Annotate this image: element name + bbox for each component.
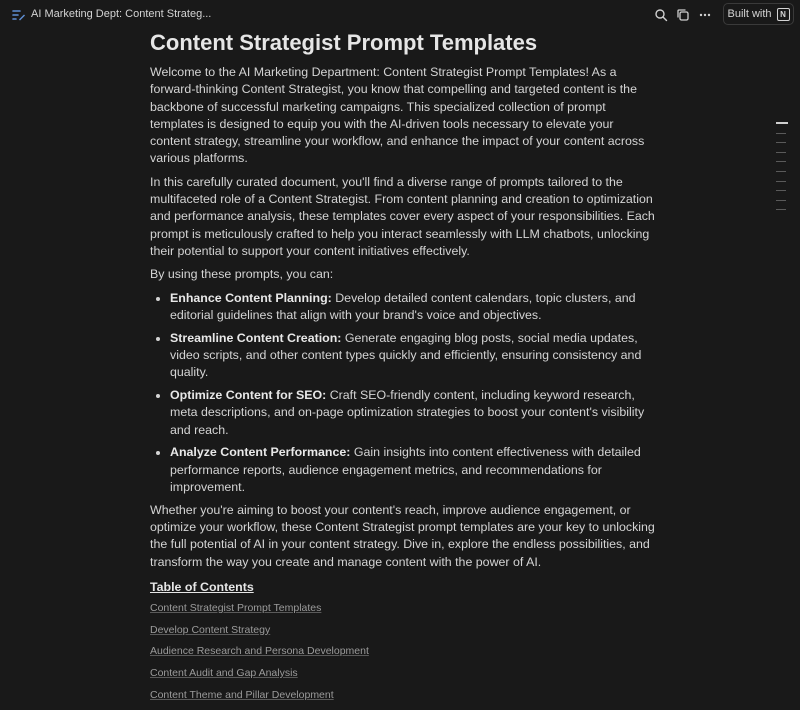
outline-mark[interactable] — [776, 209, 786, 210]
outline-mark[interactable] — [776, 190, 786, 191]
duplicate-icon[interactable] — [676, 8, 690, 22]
list-item — [170, 387, 655, 439]
outline-mark[interactable] — [776, 133, 786, 134]
page-outline-minimap[interactable] — [776, 122, 788, 219]
page-title: Content Strategist Prompt Templates — [150, 30, 538, 55]
search-icon[interactable] — [654, 8, 668, 22]
toc-link[interactable]: Content Audit and Gap Analysis — [150, 667, 298, 680]
built-with-notion-button[interactable] — [723, 3, 794, 25]
list-item — [170, 444, 655, 496]
table-of-contents — [150, 602, 655, 702]
outline-mark[interactable] — [776, 200, 786, 201]
outline-mark[interactable] — [776, 181, 786, 182]
list-item-bold: Streamline Content Creation: — [170, 330, 342, 345]
toc-link[interactable]: Audience Research and Persona Development — [150, 645, 369, 658]
list-item-bold: Analyze Content Performance: — [170, 445, 351, 460]
list-item-text: Generate engaging blog posts, social media updates, video scripts, and other content types quickly and efficiently, ensuring consistency and quality. — [170, 330, 642, 380]
list-item-bold: Enhance Content Planning: — [170, 290, 332, 305]
outline-mark[interactable] — [776, 161, 786, 162]
built-with-label: Built with — [727, 8, 772, 20]
intro-paragraph-2: In this carefully curated document, you'll find a diverse range of prompts tailored to the multifaceted role of a Content Strategist. From content planning and creation to optimization and performance analysis, these templates cover every aspect of your responsibilities. Each prompt is meticulously crafted to help you interact seamlessly with LLM chatbots, unlocking their potential to support your content initiatives effectively. — [150, 174, 655, 258]
outline-mark[interactable] — [776, 122, 788, 124]
list-item-text: Craft SEO-friendly content, including keyword research, meta descriptions, and on-page optimization strategies to boost your content's visibility and reach. — [170, 388, 645, 437]
top-bar — [0, 0, 800, 30]
benefits-list — [150, 290, 655, 497]
closing-paragraph: Whether you're aiming to boost your content's reach, improve audience engagement, or optimize your workflow, these Content Strategist prompt templates are your key to unlocking the full potential of AI in your content strategy. Dive in, explore the endless possibilities, and transform the way you create and manage content with the power of AI. — [150, 502, 655, 569]
list-item-text: Develop detailed content calendars, topic clusters, and editorial guidelines that align with your brand's voice and objectives. — [170, 290, 636, 322]
toc-heading: Table of Contents — [150, 580, 254, 595]
toc-link[interactable]: Content Strategist Prompt Templates — [150, 602, 322, 615]
more-icon[interactable] — [698, 8, 712, 22]
list-pencil-icon — [12, 8, 26, 22]
list-item — [170, 330, 655, 382]
toc-link[interactable]: Develop Content Strategy — [150, 623, 271, 636]
intro-paragraph-1: Welcome to the AI Marketing Department: Content Strategist Prompt Templates! As a forward-thinking Content Strategist, you know that compelling and targeted content is the backbone of successful marketing campaigns. This specialized collection of prompt templates is designed to equip you with the AI-driven tools necessary to elevate your content strategy, streamline your workflow, and enhance the impact of your content across various platforms. — [150, 65, 645, 166]
list-item — [170, 290, 655, 325]
outline-mark[interactable] — [776, 171, 786, 172]
list-item-text: Gain insights into content effectiveness with detailed performance reports, audience engagement metrics, and recommendations for improvement. — [170, 445, 641, 495]
page-content — [150, 30, 655, 710]
intro-paragraph-3: By using these prompts, you can: — [150, 267, 334, 282]
toc-link[interactable]: Content Theme and Pillar Development — [150, 688, 334, 701]
page-breadcrumb-title[interactable]: AI Marketing Dept: Content Strateg... — [31, 8, 212, 20]
notion-logo-icon: N — [777, 8, 790, 21]
outline-mark[interactable] — [776, 142, 786, 143]
outline-mark[interactable] — [776, 152, 786, 153]
list-item-bold: Optimize Content for SEO: — [170, 388, 327, 403]
